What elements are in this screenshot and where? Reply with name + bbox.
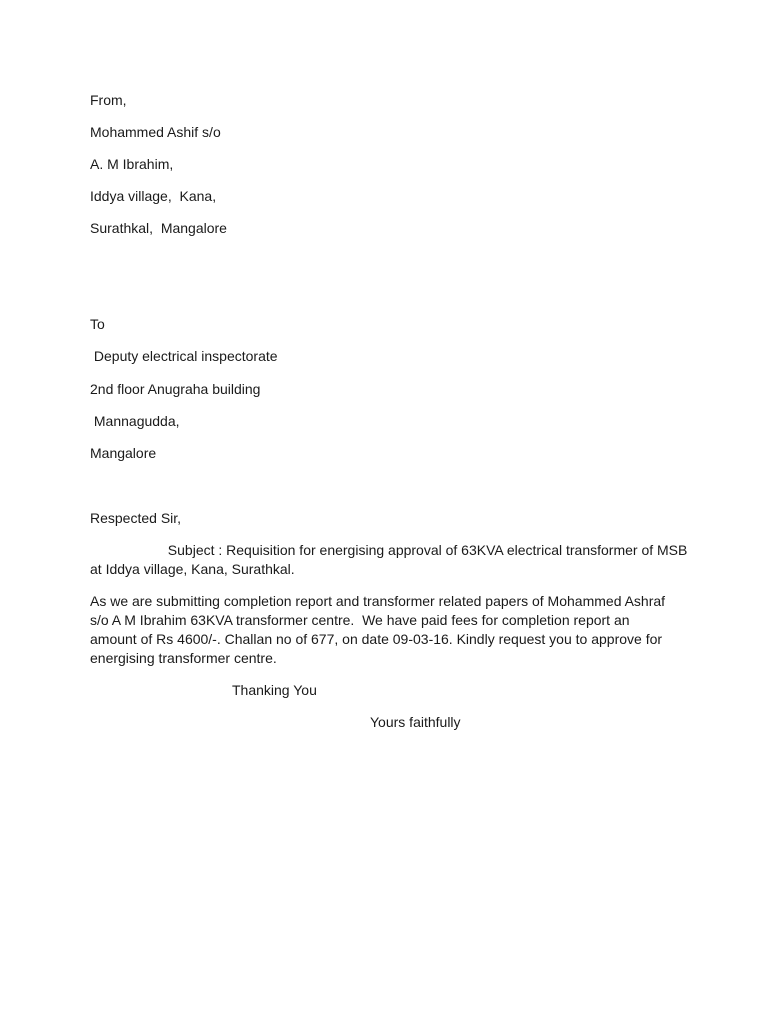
sender-village: Iddya village, Kana, [90, 188, 217, 204]
recipient-city: Mangalore [90, 445, 157, 461]
body-line-4: energising transformer centre. [90, 650, 277, 666]
recipient-title: Deputy electrical inspectorate [90, 348, 278, 364]
body-line-3: amount of Rs 4600/-. Challan no of 677, on date 09-03-16. Kindly request you to approve for [90, 631, 663, 647]
recipient-locality: Mannagudda, [90, 413, 180, 429]
from-label: From, [90, 92, 127, 108]
closing-signoff: Yours faithfully [370, 714, 461, 730]
sender-father-name: A. M Ibrahim, [90, 156, 174, 172]
body-line-1: As we are submitting completion report and transformer related papers of Mohammed Ashraf [90, 593, 666, 609]
sender-city: Surathkal, Mangalore [90, 220, 227, 236]
to-label: To [90, 316, 105, 332]
body-line-2: s/o A M Ibrahim 63KVA transformer centre. We have paid fees for completion report an [90, 612, 630, 628]
salutation: Respected Sir, [90, 510, 182, 526]
subject-line-1: Subject : Requisition for energising approval of 63KVA electrical transformer of MSB [90, 542, 688, 558]
closing-thanks: Thanking You [232, 682, 317, 698]
sender-name: Mohammed Ashif s/o [90, 124, 221, 140]
subject-line-2: at Iddya village, Kana, Surathkal. [90, 561, 295, 577]
recipient-building: 2nd floor Anugraha building [90, 381, 261, 397]
